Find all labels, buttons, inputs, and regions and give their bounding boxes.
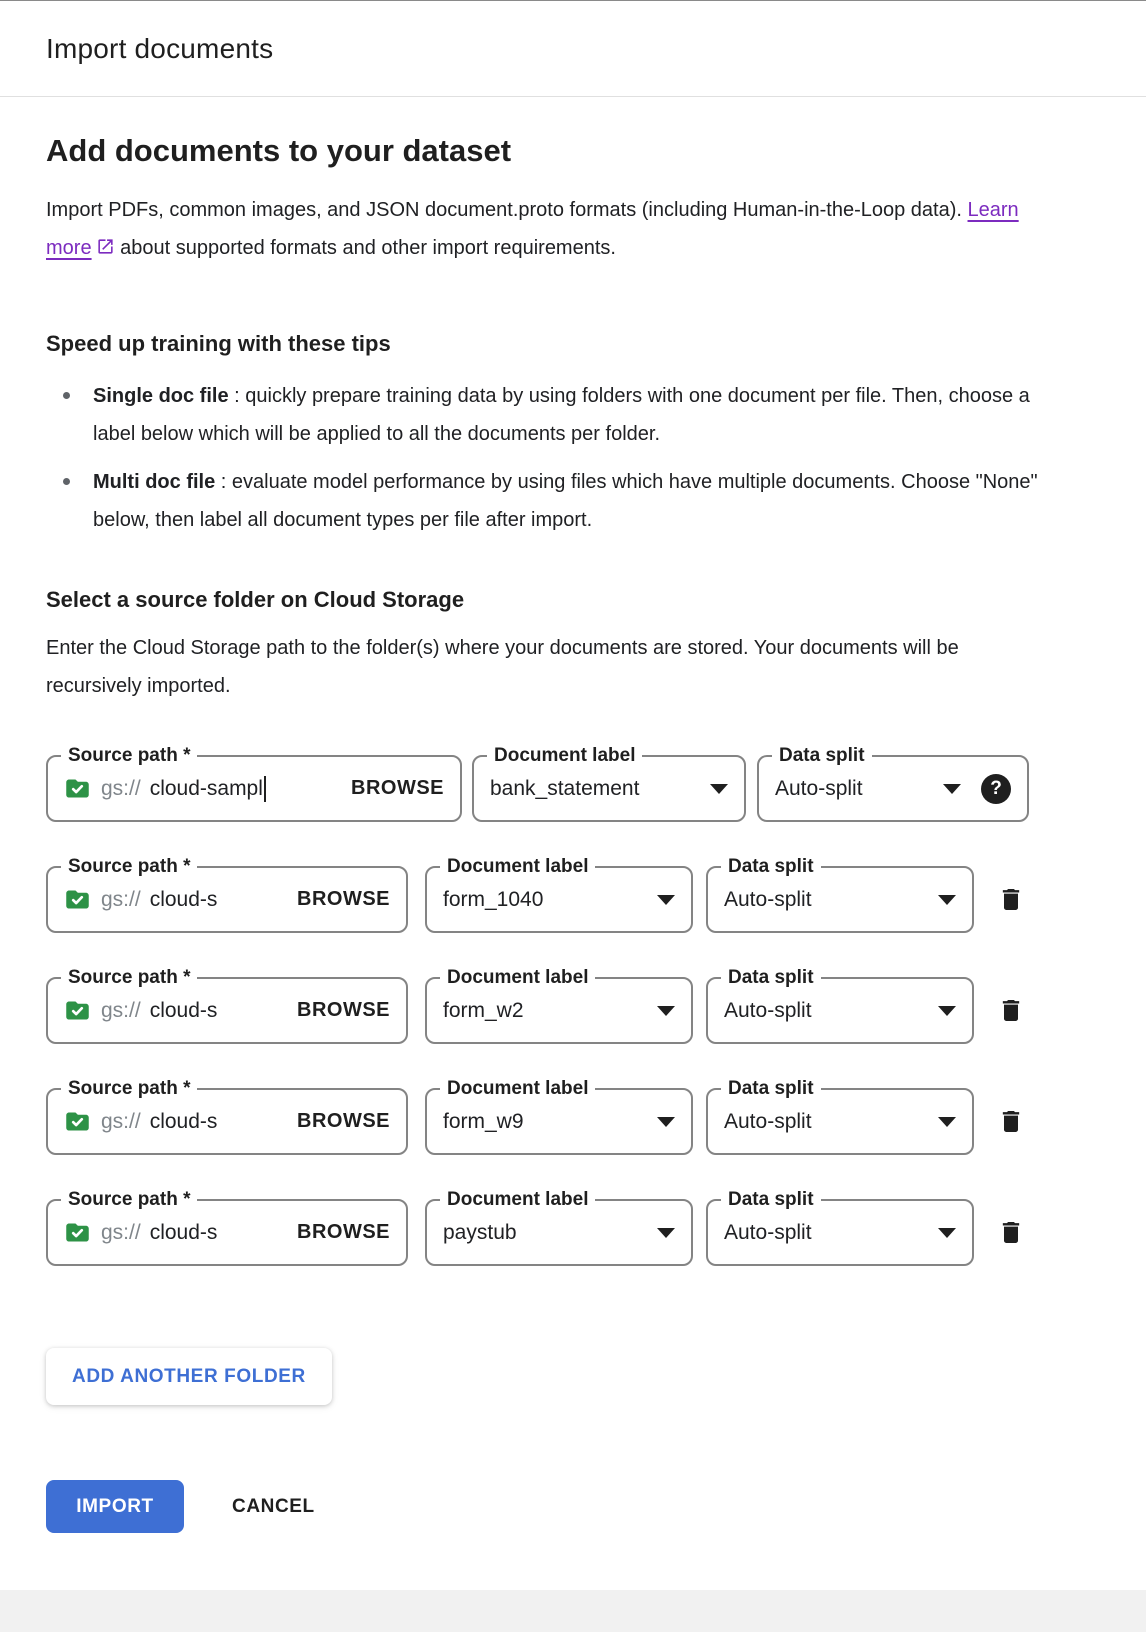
document-label-value: form_w9: [443, 1109, 524, 1133]
tip-multi-doc: Multi doc file : evaluate model performance by using files which have multiple documents. Choose "None" below, then label all document types per file after import.: [46, 463, 1051, 539]
source-path-label: Source path *: [61, 744, 197, 768]
trash-icon: [997, 884, 1025, 915]
cancel-button[interactable]: CANCEL: [232, 1495, 315, 1517]
chevron-down-icon: [657, 1228, 675, 1238]
tips-heading: Speed up training with these tips: [46, 331, 391, 356]
document-label-select[interactable]: [425, 967, 693, 1044]
chevron-down-icon: [938, 1228, 956, 1238]
gs-prefix: gs://: [101, 887, 141, 911]
chevron-down-icon: [657, 1006, 675, 1016]
source-path-field[interactable]: [46, 967, 408, 1044]
source-folder-row: [46, 856, 1100, 933]
trash-icon: [997, 1106, 1025, 1137]
document-label-value: form_w2: [443, 998, 524, 1022]
document-label-label: Document label: [440, 855, 595, 879]
source-folder-rows: [46, 745, 1100, 1266]
source-section-heading: Select a source folder on Cloud Storage: [46, 587, 465, 612]
source-path-label: Source path *: [61, 1077, 197, 1101]
browse-button[interactable]: BROWSE: [297, 888, 390, 910]
source-path-field[interactable]: [46, 856, 408, 933]
gs-prefix: gs://: [101, 776, 141, 800]
document-label-select[interactable]: [425, 856, 693, 933]
document-label-value: bank_statement: [490, 776, 640, 800]
data-split-value: Auto-split: [724, 1109, 812, 1133]
page-title: Add documents to your dataset: [46, 133, 512, 168]
text-cursor: [264, 776, 266, 802]
help-icon[interactable]: ?: [981, 774, 1011, 804]
browse-button[interactable]: BROWSE: [297, 1110, 390, 1132]
delete-row-button[interactable]: [994, 881, 1028, 919]
chevron-down-icon: [710, 784, 728, 794]
source-section-description: Enter the Cloud Storage path to the folder(s) where your documents are stored. Your documents will be recursively imported.: [46, 637, 959, 697]
document-label-select[interactable]: [425, 1189, 693, 1266]
data-split-value: Auto-split: [724, 998, 812, 1022]
folder-check-icon: [64, 997, 91, 1024]
dialog-title: Import documents: [46, 32, 274, 64]
tip-single-doc: Single doc file : quickly prepare training data by using folders with one document per file. Then, choose a label below which will be applied to all the documents per folder.: [46, 377, 1051, 453]
chevron-down-icon: [938, 1117, 956, 1127]
source-path-label: Source path *: [61, 1188, 197, 1212]
data-split-select[interactable]: [706, 967, 974, 1044]
chevron-down-icon: [938, 1006, 956, 1016]
source-path-field[interactable]: [46, 1189, 408, 1266]
intro-text-before-link: Import PDFs, common images, and JSON document.proto formats (including Human-in-the-Loop data).: [46, 199, 968, 221]
page-background-strip: [0, 1590, 1146, 1632]
gs-prefix: gs://: [101, 998, 141, 1022]
source-path-label: Source path *: [61, 966, 197, 990]
intro-text-after-link: about supported formats and other import requirements.: [114, 237, 616, 259]
tips-list: [46, 377, 1100, 539]
source-path-input[interactable]: cloud-s: [149, 998, 218, 1022]
source-folder-row: [46, 1078, 1100, 1155]
add-another-folder-button[interactable]: ADD ANOTHER FOLDER: [46, 1348, 332, 1405]
data-split-value: Auto-split: [775, 776, 863, 800]
browse-button[interactable]: BROWSE: [297, 999, 390, 1021]
source-path-input[interactable]: cloud-sampl: [150, 776, 266, 802]
data-split-label: Data split: [721, 966, 821, 990]
data-split-label: Data split: [721, 1077, 821, 1101]
folder-check-icon: [64, 886, 91, 913]
chevron-down-icon: [943, 784, 961, 794]
delete-row-button[interactable]: [994, 1214, 1028, 1252]
trash-icon: [997, 995, 1025, 1026]
trash-icon: [997, 1217, 1025, 1248]
chevron-down-icon: [657, 1117, 675, 1127]
import-button[interactable]: IMPORT: [46, 1480, 184, 1533]
gs-prefix: gs://: [101, 1109, 141, 1133]
browse-button[interactable]: BROWSE: [351, 777, 444, 799]
data-split-select[interactable]: [706, 856, 974, 933]
source-path-input[interactable]: cloud-s: [149, 1109, 218, 1133]
document-label-label: Document label: [487, 744, 642, 768]
intro-paragraph: [46, 191, 1051, 267]
source-folder-row: [46, 1189, 1100, 1266]
data-split-value: Auto-split: [724, 1220, 812, 1244]
source-path-label: Source path *: [61, 855, 197, 879]
document-label-value: form_1040: [443, 887, 544, 911]
external-link-icon: [96, 231, 115, 250]
data-split-label: Data split: [772, 744, 872, 768]
folder-check-icon: [64, 775, 91, 802]
data-split-select[interactable]: [757, 745, 1029, 822]
document-label-label: Document label: [440, 1077, 595, 1101]
source-path-field[interactable]: [46, 1078, 408, 1155]
source-path-field[interactable]: [46, 745, 462, 822]
delete-row-button[interactable]: [994, 992, 1028, 1030]
chevron-down-icon: [938, 895, 956, 905]
data-split-label: Data split: [721, 855, 821, 879]
source-path-input[interactable]: cloud-s: [149, 887, 218, 911]
document-label-select[interactable]: [472, 745, 746, 822]
document-label-label: Document label: [440, 966, 595, 990]
data-split-value: Auto-split: [724, 887, 812, 911]
data-split-label: Data split: [721, 1188, 821, 1212]
gs-prefix: gs://: [101, 1220, 141, 1244]
data-split-select[interactable]: [706, 1189, 974, 1266]
chevron-down-icon: [657, 895, 675, 905]
dialog-header: [0, 1, 1146, 97]
source-path-input[interactable]: cloud-s: [149, 1220, 218, 1244]
browse-button[interactable]: BROWSE: [297, 1221, 390, 1243]
document-label-label: Document label: [440, 1188, 595, 1212]
document-label-value: paystub: [443, 1220, 517, 1244]
delete-row-button[interactable]: [994, 1103, 1028, 1141]
folder-check-icon: [64, 1108, 91, 1135]
data-split-select[interactable]: [706, 1078, 974, 1155]
document-label-select[interactable]: [425, 1078, 693, 1155]
import-form: [0, 97, 1146, 1533]
dialog-actions: [46, 1480, 1100, 1533]
source-folder-row: [46, 967, 1100, 1044]
folder-check-icon: [64, 1219, 91, 1246]
learn-more-link[interactable]: Learn more: [46, 199, 1019, 259]
source-folder-row: [46, 745, 1100, 822]
